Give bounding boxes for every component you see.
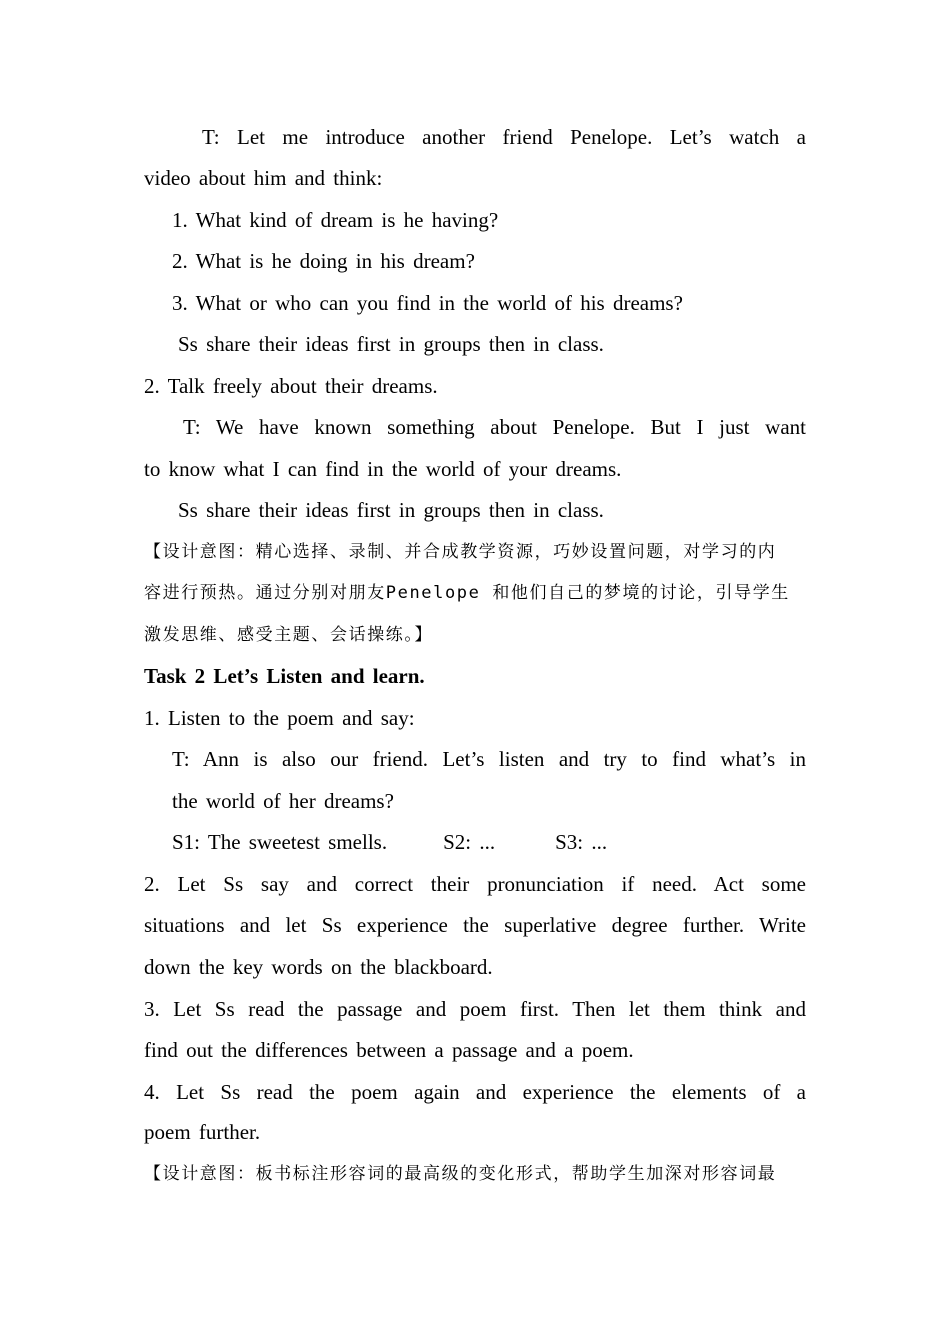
paragraph-line: find out the differences between a passage and a poem.: [144, 1038, 634, 1062]
step-item: 3. Let Ss read the passage and poem first. Then let them think and: [144, 997, 806, 1021]
design-intent-note: 【设计意图：精心选择、录制、并合成教学资源，巧妙设置问题，对学习的内: [144, 542, 777, 562]
step-item: 1. Listen to the poem and say:: [144, 706, 415, 730]
paragraph-line: to know what I can find in the world of your dreams.: [144, 457, 622, 481]
step-item: 4. Let Ss read the poem again and experience the elements of a: [144, 1080, 806, 1104]
design-intent-note: 【设计意图：板书标注形容词的最高级的变化形式，帮助学生加深对形容词最: [144, 1164, 777, 1184]
question-item: 1. What kind of dream is he having?: [172, 208, 499, 232]
paragraph-line: Ss share their ideas first in groups then in class.: [178, 332, 604, 356]
paragraph-line: T: Ann is also our friend. Let’s listen and try to find what’s in: [172, 747, 806, 771]
student-answers-line: [172, 829, 834, 855]
paragraph-line: T: Let me introduce another friend Penelope. Let’s watch a: [202, 125, 806, 149]
step-item: 2. Let Ss say and correct their pronunciation if need. Act some: [144, 872, 806, 896]
paragraph-line: situations and let Ss experience the superlative degree further. Write: [144, 913, 806, 937]
design-intent-note: 激发思维、感受主题、会话操练。】: [144, 625, 434, 645]
question-item: 3. What or who can you find in the world of his dreams?: [172, 291, 683, 315]
paragraph-line: T: We have known something about Penelope. But I just want: [183, 415, 806, 439]
paragraph-line: video about him and think:: [144, 166, 383, 190]
student-answer: S2: ...: [443, 830, 496, 854]
paragraph-line: Ss share their ideas first in groups then in class.: [178, 498, 604, 522]
student-answer: S3: ...: [555, 830, 608, 854]
question-item: 2. What is he doing in his dream?: [172, 249, 475, 273]
paragraph-line: down the key words on the blackboard.: [144, 955, 493, 979]
step-item: 2. Talk freely about their dreams.: [144, 374, 438, 398]
student-answer: S1: The sweetest smells.: [172, 830, 388, 854]
paragraph-line: poem further.: [144, 1120, 261, 1144]
paragraph-line: the world of her dreams?: [172, 789, 394, 813]
design-intent-note: 容进行预热。通过分别对朋友Penelope 和他们自己的梦境的讨论，引导学生: [144, 583, 790, 603]
task-heading: Task 2 Let’s Listen and learn.: [144, 664, 425, 688]
